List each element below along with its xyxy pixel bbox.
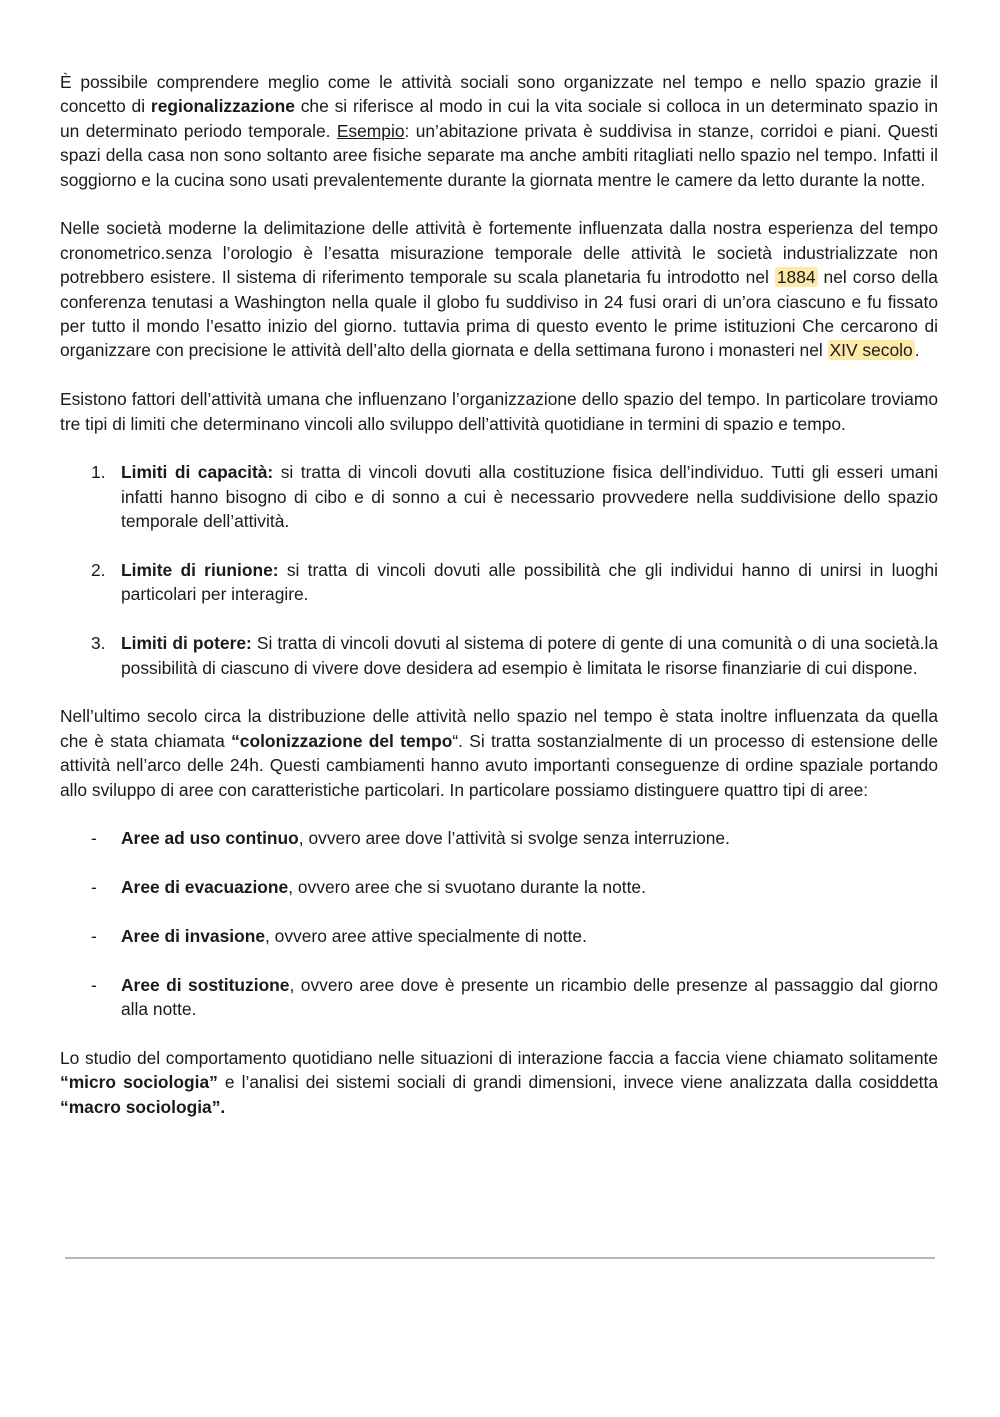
list-item-title: Aree di sostituzione [121,974,290,995]
list-item-aree-uso-continuo: - Aree ad uso continuo, ovvero aree dove l’attività si svolge senza interruzione. [60,826,938,850]
list-item-title: Aree di evacuazione [121,877,289,898]
paragraph-limiti-intro: Esistono fattori dell’attività umana che influenzano l’organizzazione dello spazio del tempo. In particolare troviamo tre tipi di limiti che determinano vincoli allo sviluppo dell’attività quotidiane in termini di spazio e tempo. [60,389,938,434]
document-page [60,70,938,1144]
term-regionalizzazione: regionalizzazione [150,96,295,117]
list-item-title: Limiti di capacità: [121,462,274,483]
list-dash: - [91,926,97,947]
highlight-century: XIV secolo [829,340,913,361]
paragraph-colonizzazione: Nell’ultimo secolo circa la distribuzione delle attività nello spazio nel tempo è stata inoltre influenzata da quella che è stata chiamata “colonizzazione del tempo“. Si tratta sostanzialmente di un processo di estensione delle attività nell’arco delle 24h. Questi cambiamenti hanno avuto importanti conseguenze di ordine spaziale portando allo sviluppo di aree con caratteristiche particolari. In particolare possiamo distinguere quattro tipi di aree: [60,706,938,800]
list-item-title: Aree ad uso continuo [121,828,299,849]
term-macro-sociologia: “macro sociologia”. [60,1096,226,1117]
term-colonizzazione: “colonizzazione del tempo [231,730,453,751]
example-label: Esempio [336,120,405,141]
list-number: 2. [91,560,106,581]
list-number: 3. [91,633,106,654]
list-item-aree-invasione: - Aree di invasione, ovvero aree attive specialmente di notte. [60,924,938,948]
list-dash: - [91,974,97,995]
list-dash: - [91,828,97,849]
list-item-limite-capacita: 1. Limiti di capacità: si tratta di vincoli dovuti alla costituzione fisica dell’individuo. Tutti gli esseri umani infatti hanno bisogno di cibo e di sonno a cui è necessario provvedere nella suddivisione dello spazio temporale dell’attività. [91,462,938,532]
list-number: 1. [91,462,106,483]
paragraph-regionalizzazione: È possibile comprendere meglio come le attività sociali sono organizzate nel tempo e nello spazio grazie il concetto di regionalizzazione che si riferisce al modo in cui la vita sociale si colloca in un determinato spazio in un determinato periodo temporale. Esempio: un’abitazione privata è suddivisa in stanze, corridoi e piani. Questi spazi della casa non sono soltanto aree fisiche separate ma anche ambiti ritagliati nello spazio nel tempo. Infatti il soggiorno e la cucina sono usati prevalentemente durante la giornata mentre le camere da letto durante la notte. [60,72,938,190]
highlight-year: 1884 [776,267,816,288]
list-item-title: Aree di invasione [121,926,266,947]
list-item-limite-potere: 3. Limiti di potere: Si tratta di vincoli dovuti al sistema di potere di gente di una comunità o di una società.la possibilità di ciascuno di vivere dove desidera ad esempio è limitata le risorse finanziarie di cui dispone. [91,633,938,678]
list-item-title: Limite di riunione: [121,560,279,581]
list-item-aree-sostituzione: - Aree di sostituzione, ovvero aree dove è presente un ricambio delle presenze al passaggio dal giorno alla notte. [91,974,938,1020]
paragraph-tempo-cronometrico: Nelle società moderne la delimitazione delle attività è fortemente influenzata dalla nostra esperienza del tempo cronometrico.senza l’orologio è l’esatta misurazione temporale delle attività le società industrializzate non potrebbero esistere. Il sistema di riferimento temporale su scala planetaria fu introdotto nel 1884 nel corso della conferenza tenutasi a Washington nella quale il globo fu suddiviso in 24 fusi orari di un’ora ciascuno e fu fissato per tutto il mondo l’esatto inizio del giorno. tuttavia prima di questo evento le prime istituzioni Che cercarono di organizzare con precisione le attività dell’alto della giornata e della settimana furono i monasteri nel XIV secolo . [60,218,938,361]
list-item-limite-riunione: 2. Limite di riunione: si tratta di vincoli dovuti alle possibilità che gli individui hanno di unirsi in luoghi particolari per interagire. [91,560,939,605]
list-dash: - [91,877,97,898]
limits-list [60,460,938,680]
term-micro-sociologia: “micro sociologia” [60,1072,218,1093]
list-item-aree-evacuazione: - Aree di evacuazione, ovvero aree che si svuotano durante la notte. [60,875,938,899]
list-item-title: Limiti di potere: [121,633,252,654]
areas-list [60,826,938,1021]
horizontal-divider [65,1257,935,1259]
paragraph-sociologia: Lo studio del comportamento quotidiano nelle situazioni di interazione faccia a faccia viene chiamato solitamente “micro sociologia” e l’analisi dei sistemi sociali di grandi dimensioni, invece viene analizzata dalla cosiddetta “macro sociologia”. [60,1048,938,1117]
